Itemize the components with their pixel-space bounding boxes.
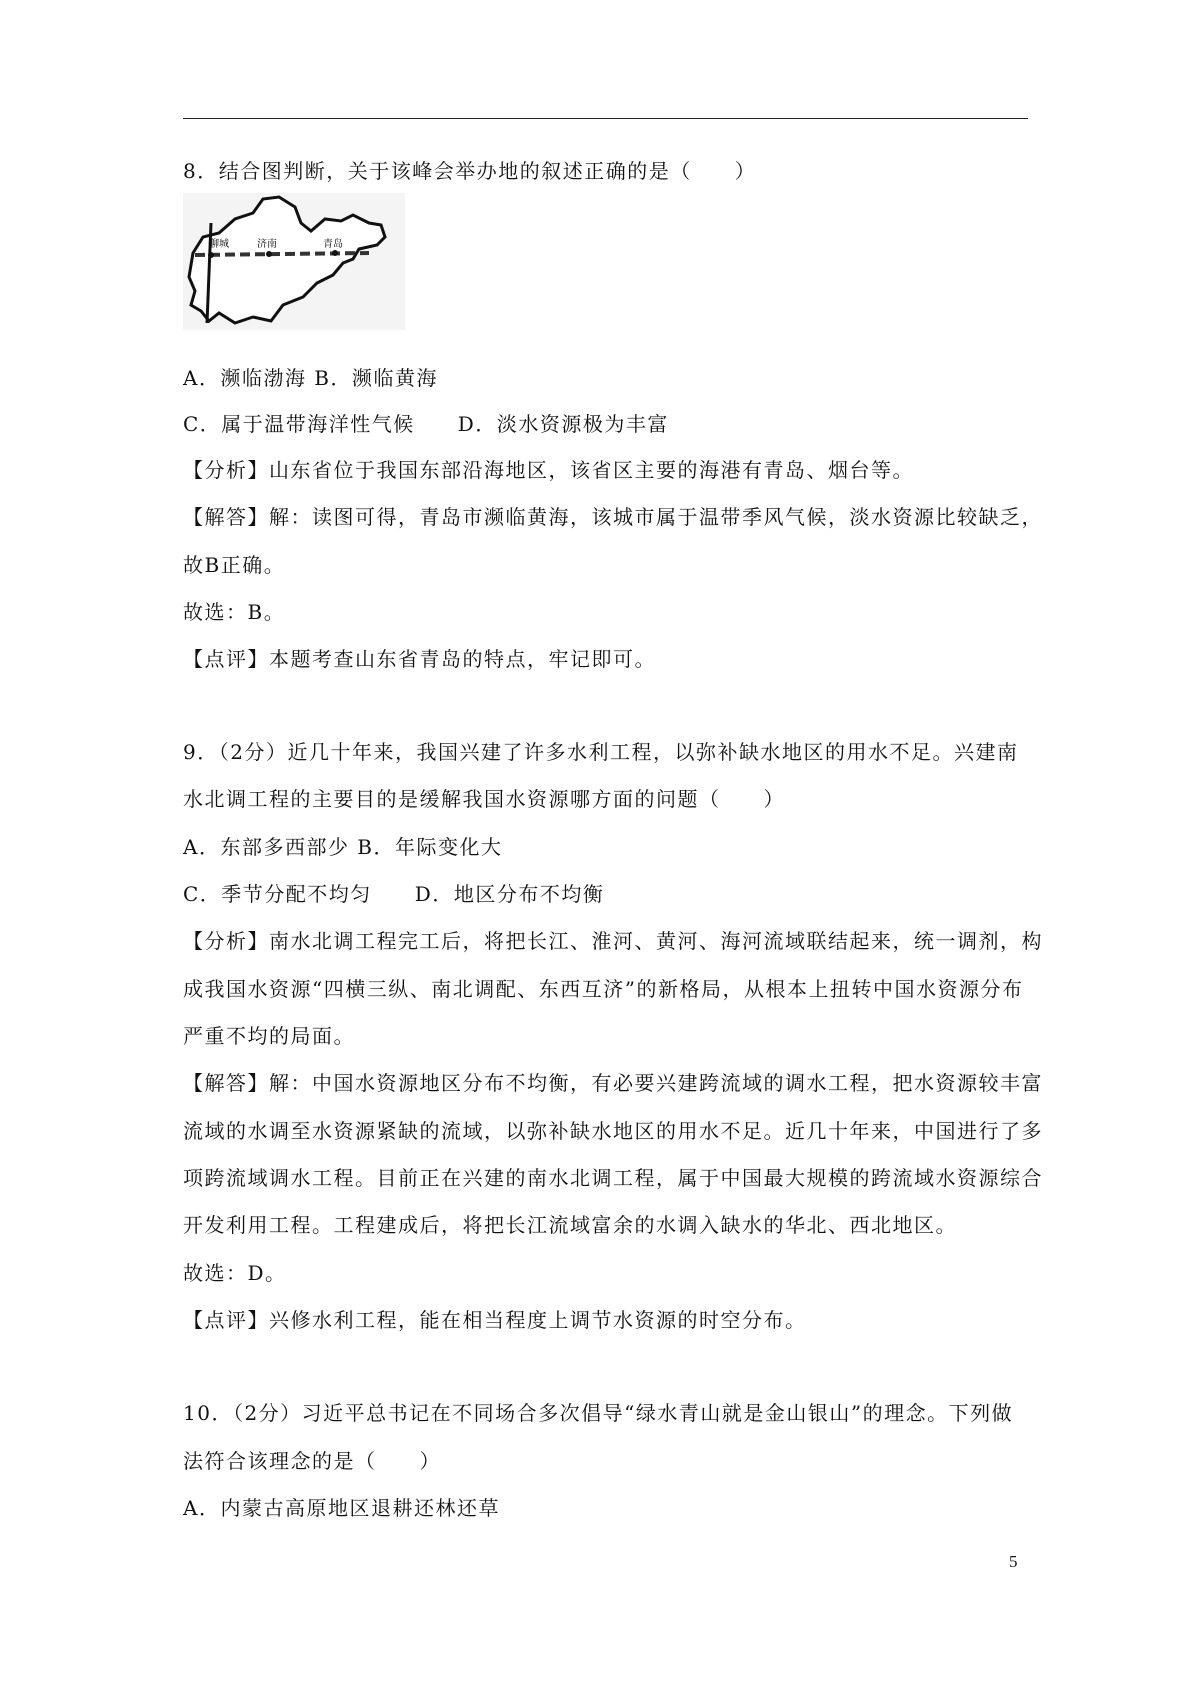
q9-answer-line-1: 【解答】解：中国水资源地区分布不均衡，有必要兴建跨流域的调水工程，把水资源较丰富 (183, 1071, 1043, 1095)
city-marker-liaocheng (208, 252, 214, 258)
q9-choice: 故选：D。 (183, 1261, 287, 1285)
city-label-jinan: 济南 (257, 239, 277, 250)
q10-stem-line-2: 法符合该理念的是（ ） (183, 1449, 441, 1473)
city-marker-jinan (266, 251, 272, 257)
header-rule (183, 118, 1028, 119)
q8-answer-line-1: 【解答】解：读图可得，青岛市濒临黄海，该城市属于温带季风气候，淡水资源比较缺乏， (183, 505, 1043, 529)
q8-stem: 8．结合图判断，关于该峰会举办地的叙述正确的是（ ） (183, 159, 757, 183)
q9-answer-line-3: 项跨流域调水工程。目前正在兴建的南水北调工程，属于中国最大规模的跨流域水资源综合 (183, 1166, 1043, 1190)
q8-answer-line-2: 故B正确。 (183, 553, 286, 577)
city-label-liaocheng: 聊城 (209, 239, 229, 250)
city-label-qingdao: 青岛 (323, 239, 343, 250)
page-number: 5 (1009, 1552, 1018, 1571)
q9-options-cd: C．季节分配不均匀 D．地区分布不均衡 (183, 882, 605, 906)
q9-stem-line-2: 水北调工程的主要目的是缓解我国水资源哪方面的问题（ ） (183, 787, 785, 811)
q9-options-ab: A．东部多西部少 B．年际变化大 (183, 835, 503, 859)
q9-stem-line-1: 9．（2分）近几十年来，我国兴建了许多水利工程，以弥补缺水地区的用水不足。兴建南 (183, 740, 1019, 764)
q9-comment: 【点评】兴修水利工程，能在相当程度上调节水资源的时空分布。 (183, 1308, 807, 1332)
q8-analysis: 【分析】山东省位于我国东部沿海地区，该省区主要的海港有青岛、烟台等。 (183, 458, 914, 482)
q10-option-a: A．内蒙古高原地区退耕还林还草 (183, 1496, 500, 1520)
q8-choice: 故选：B。 (183, 600, 286, 624)
q8-options-ab: A．濒临渤海 B．濒临黄海 (183, 366, 438, 390)
city-marker-qingdao (332, 250, 338, 256)
q10-stem-line-1: 10．（2分）习近平总书记在不同场合多次倡导“绿水青山就是金山银山”的理念。下列做 (183, 1401, 1014, 1425)
q9-analysis-line-2: 成我国水资源“四横三纵、南北调配、东西互济”的新格局，从根本上扭转中国水资源分布 (183, 977, 1024, 1001)
q9-analysis-line-3: 严重不均的局面。 (183, 1024, 355, 1048)
shandong-map (183, 193, 405, 330)
q8-comment: 【点评】本题考查山东省青岛的特点，牢记即可。 (183, 647, 656, 671)
q8-options-cd: C．属于温带海洋性气候 D．淡水资源极为丰富 (183, 412, 669, 436)
q9-answer-line-4: 开发利用工程。工程建成后，将把长江流域富余的水调入缺水的华北、西北地区。 (183, 1213, 957, 1237)
q9-analysis-line-1: 【分析】南水北调工程完工后，将把长江、淮河、黄河、海河流域联结起来，统一调剂，构 (183, 929, 1043, 953)
q9-answer-line-2: 流域的水调至水资源紧缺的流域，以弥补缺水地区的用水不足。近几十年来，中国进行了多 (183, 1119, 1043, 1143)
